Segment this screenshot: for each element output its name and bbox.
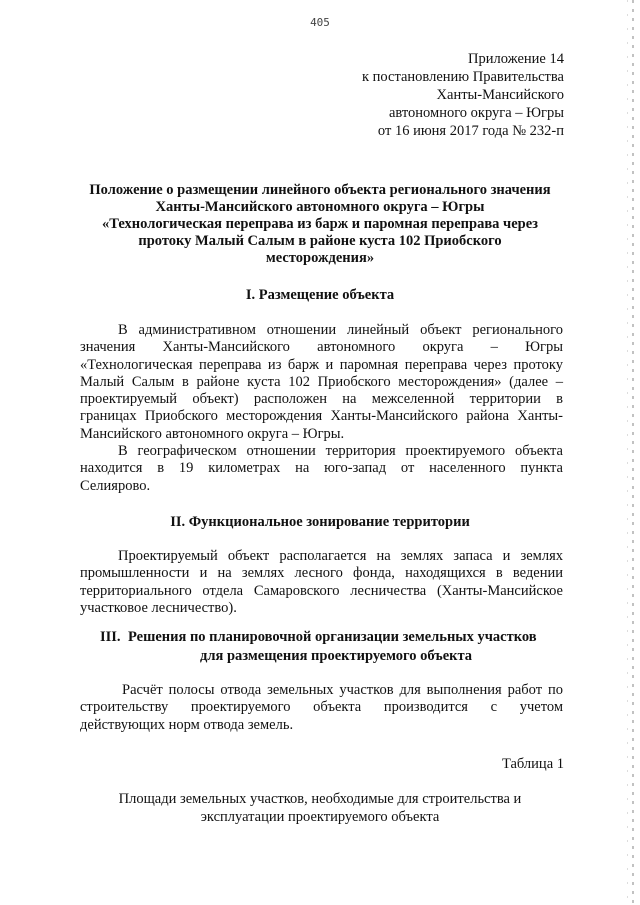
text-line: Расчёт полосы отвода земельных участков для выполнения работ по [122, 682, 563, 698]
section-1-heading: I. Размещение объекта [245, 287, 395, 303]
text-line: В географическом отношении территория проектируемого объекта [118, 443, 563, 459]
text-line: Проектируемый объект располагается на землях запаса и землях [118, 548, 563, 564]
text-line: находится в 19 километрах на юго-запад от населенного пункта [80, 460, 563, 477]
caption-line: эксплуатации проектируемого объекта [200, 809, 440, 825]
table-caption [60, 790, 580, 826]
title-line: «Технологическая переправа из барж и паромная переправа через [102, 216, 538, 232]
text-line: промышленности и на землях лесного фонда, находящихся в ведении [80, 565, 563, 582]
text-line: «Технологическая переправа из барж и паромная переправа через протоку [80, 356, 563, 373]
text-line: В административном отношении линейный объект регионального [118, 322, 563, 338]
appendix-line: от 16 июня 2017 года № 232-п [377, 123, 564, 139]
page-number: 405 [310, 16, 330, 29]
appendix-block [362, 50, 564, 140]
text-line: территориального отдела Самаровского лесничества (Ханты-Мансийское [80, 582, 563, 599]
appendix-line: Приложение 14 [468, 51, 564, 67]
scan-edge-artifact [632, 0, 634, 905]
section-1-paragraph-1 [80, 322, 563, 443]
title-line: Положение о размещении линейного объекта регионального значения [89, 182, 551, 198]
appendix-line: к постановлению Правительства [362, 69, 564, 85]
text-line: Мансийского автономного округа – Югры. [80, 425, 345, 442]
text-line: Малый Салым в районе куста 102 Приобского месторождения» (далее – [80, 373, 563, 390]
section-2-heading: II. Функциональное зонирование территории [170, 514, 470, 530]
document-title [60, 182, 580, 267]
section-2-paragraph [80, 548, 563, 617]
text-line: Селиярово. [80, 477, 151, 494]
scan-edge-artifact [627, 0, 628, 905]
title-line: Ханты-Мансийского автономного округа – Югры [155, 199, 485, 215]
heading-line: Решения по планировочной организации земельных участков [128, 629, 537, 645]
appendix-line: Ханты-Мансийского [436, 87, 564, 103]
text-line: значения Ханты-Мансийского автономного округа – Югры [80, 339, 563, 356]
appendix-line: автономного округа – Югры [388, 105, 564, 121]
text-line: проектируемый объект) расположен на межселенной территории в [80, 391, 563, 408]
title-line: протоку Малый Салым в районе куста 102 Приобского [138, 233, 502, 249]
text-line: действующих норм отвода земель. [80, 716, 294, 733]
section-number: III. [100, 629, 121, 645]
caption-line: Площади земельных участков, необходимые для строительства и [118, 791, 522, 807]
table-label: Таблица 1 [501, 756, 564, 772]
text-line: строительству проектируемого объекта производится с учетом [80, 699, 563, 716]
section-3-paragraph [80, 682, 563, 734]
heading-line: для размещения проектируемого объекта [200, 648, 473, 664]
text-line: границах Приобского месторождения Ханты-Мансийского района Ханты- [80, 408, 563, 425]
title-line: месторождения» [265, 250, 375, 266]
section-1-paragraph-2 [80, 443, 563, 495]
text-line: участковое лесничество). [80, 599, 237, 616]
